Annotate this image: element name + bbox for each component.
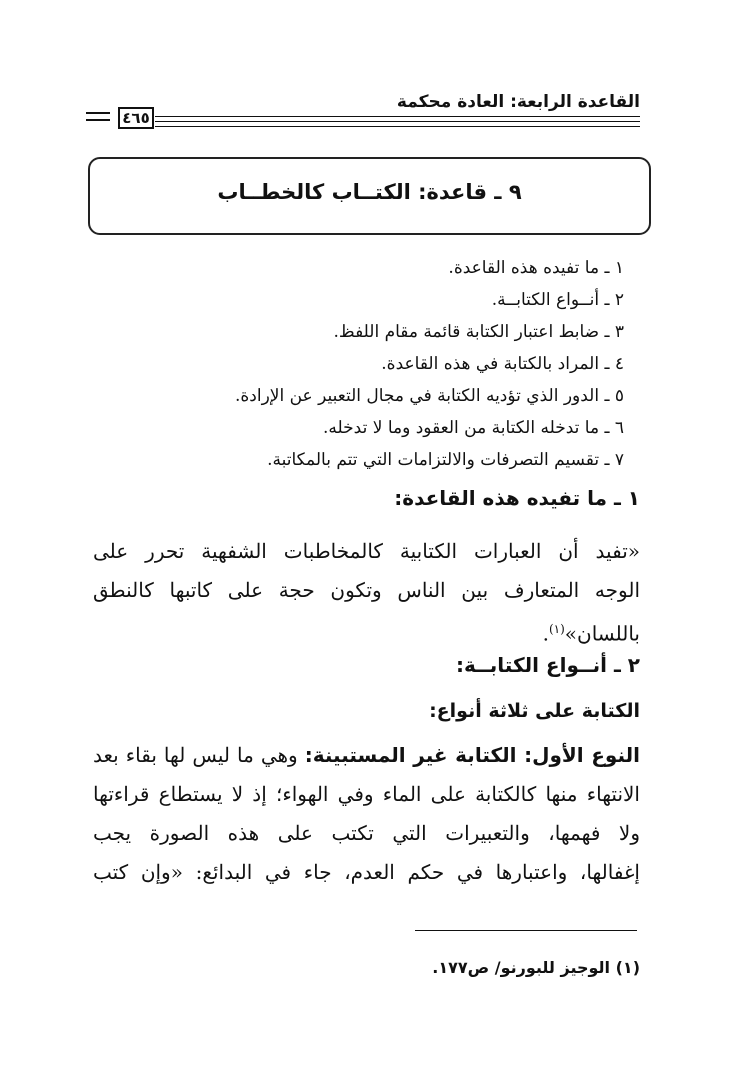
rule-title: ٩ ـ قاعدة: الكتــاب كالخطــاب	[217, 180, 522, 204]
paragraph-text: وهي ما ليس لها بقاء بعد	[93, 743, 298, 767]
section-heading: ٢ ـ أنــواع الكتابــة:	[455, 653, 640, 677]
type-label: النوع الأول: الكتابة غير المستبينة:	[304, 743, 640, 767]
header-rule	[155, 121, 640, 122]
subheading: الكتابة على ثلاثة أنواع:	[429, 700, 640, 722]
page-number: ٤٦٥	[118, 107, 154, 129]
paragraph-line: «تفيد أن العبارات الكتابية كالمخاطبات الشفهية تحرر على	[93, 539, 640, 563]
paragraph-text: باللسان»	[564, 621, 640, 646]
header-rule	[155, 126, 640, 127]
section-1-paragraph	[93, 532, 640, 654]
footnote-separator	[415, 930, 637, 931]
header-rule	[155, 116, 640, 117]
rule-title-box	[88, 157, 651, 235]
running-title: القاعدة الرابعة: العادة محكمة	[396, 92, 640, 112]
toc-item: ٤ ـ المراد بالكتابة في هذه القاعدة.	[381, 354, 624, 374]
section-heading: ١ ـ ما تفيده هذه القاعدة:	[394, 486, 640, 510]
paragraph-line	[93, 610, 640, 654]
paragraph-line: الانتهاء منها كالكتابة على الماء وفي الهواء؛ إذ لا يستطاع قراءتها	[93, 782, 640, 806]
section-2-subheading	[93, 700, 640, 722]
toc-item: ٢ ـ أنــواع الكتابــة.	[491, 290, 624, 310]
toc-item: ٧ ـ تقسيم التصرفات والالتزامات التي تتم بالمكاتبة.	[267, 450, 624, 470]
paragraph-line	[93, 736, 640, 775]
decorative-equals	[86, 112, 110, 126]
section-2	[93, 653, 640, 677]
paragraph-punctuation: .	[542, 621, 549, 646]
footnote-reference: (١)	[548, 622, 565, 636]
paragraph-line: الوجه المتعارف بين الناس وتكون حجة على كاتبها كالنطق	[93, 578, 640, 602]
footnote: (١) الوجيز للبورنو/ ص١٧٧.	[432, 958, 640, 977]
toc-item: ٥ ـ الدور الذي تؤديه الكتابة في مجال التعبير عن الإرادة.	[234, 386, 624, 406]
toc-item: ١ ـ ما تفيده هذه القاعدة.	[448, 258, 624, 278]
toc-list	[64, 252, 624, 476]
toc-item: ٣ ـ ضابط اعتبار الكتابة قائمة مقام اللفظ.	[333, 322, 624, 342]
toc-item: ٦ ـ ما تدخله الكتابة من العقود وما لا تدخله.	[323, 418, 624, 438]
paragraph-line: إغفالها، واعتبارها في حكم العدم، جاء في البدائع: «وإن كتب	[93, 860, 640, 884]
section-1	[93, 486, 640, 510]
section-2-paragraph	[93, 736, 640, 892]
paragraph-line: ولا فهمها، والتعبيرات التي تكتب على هذه الصورة يجب	[93, 821, 640, 845]
